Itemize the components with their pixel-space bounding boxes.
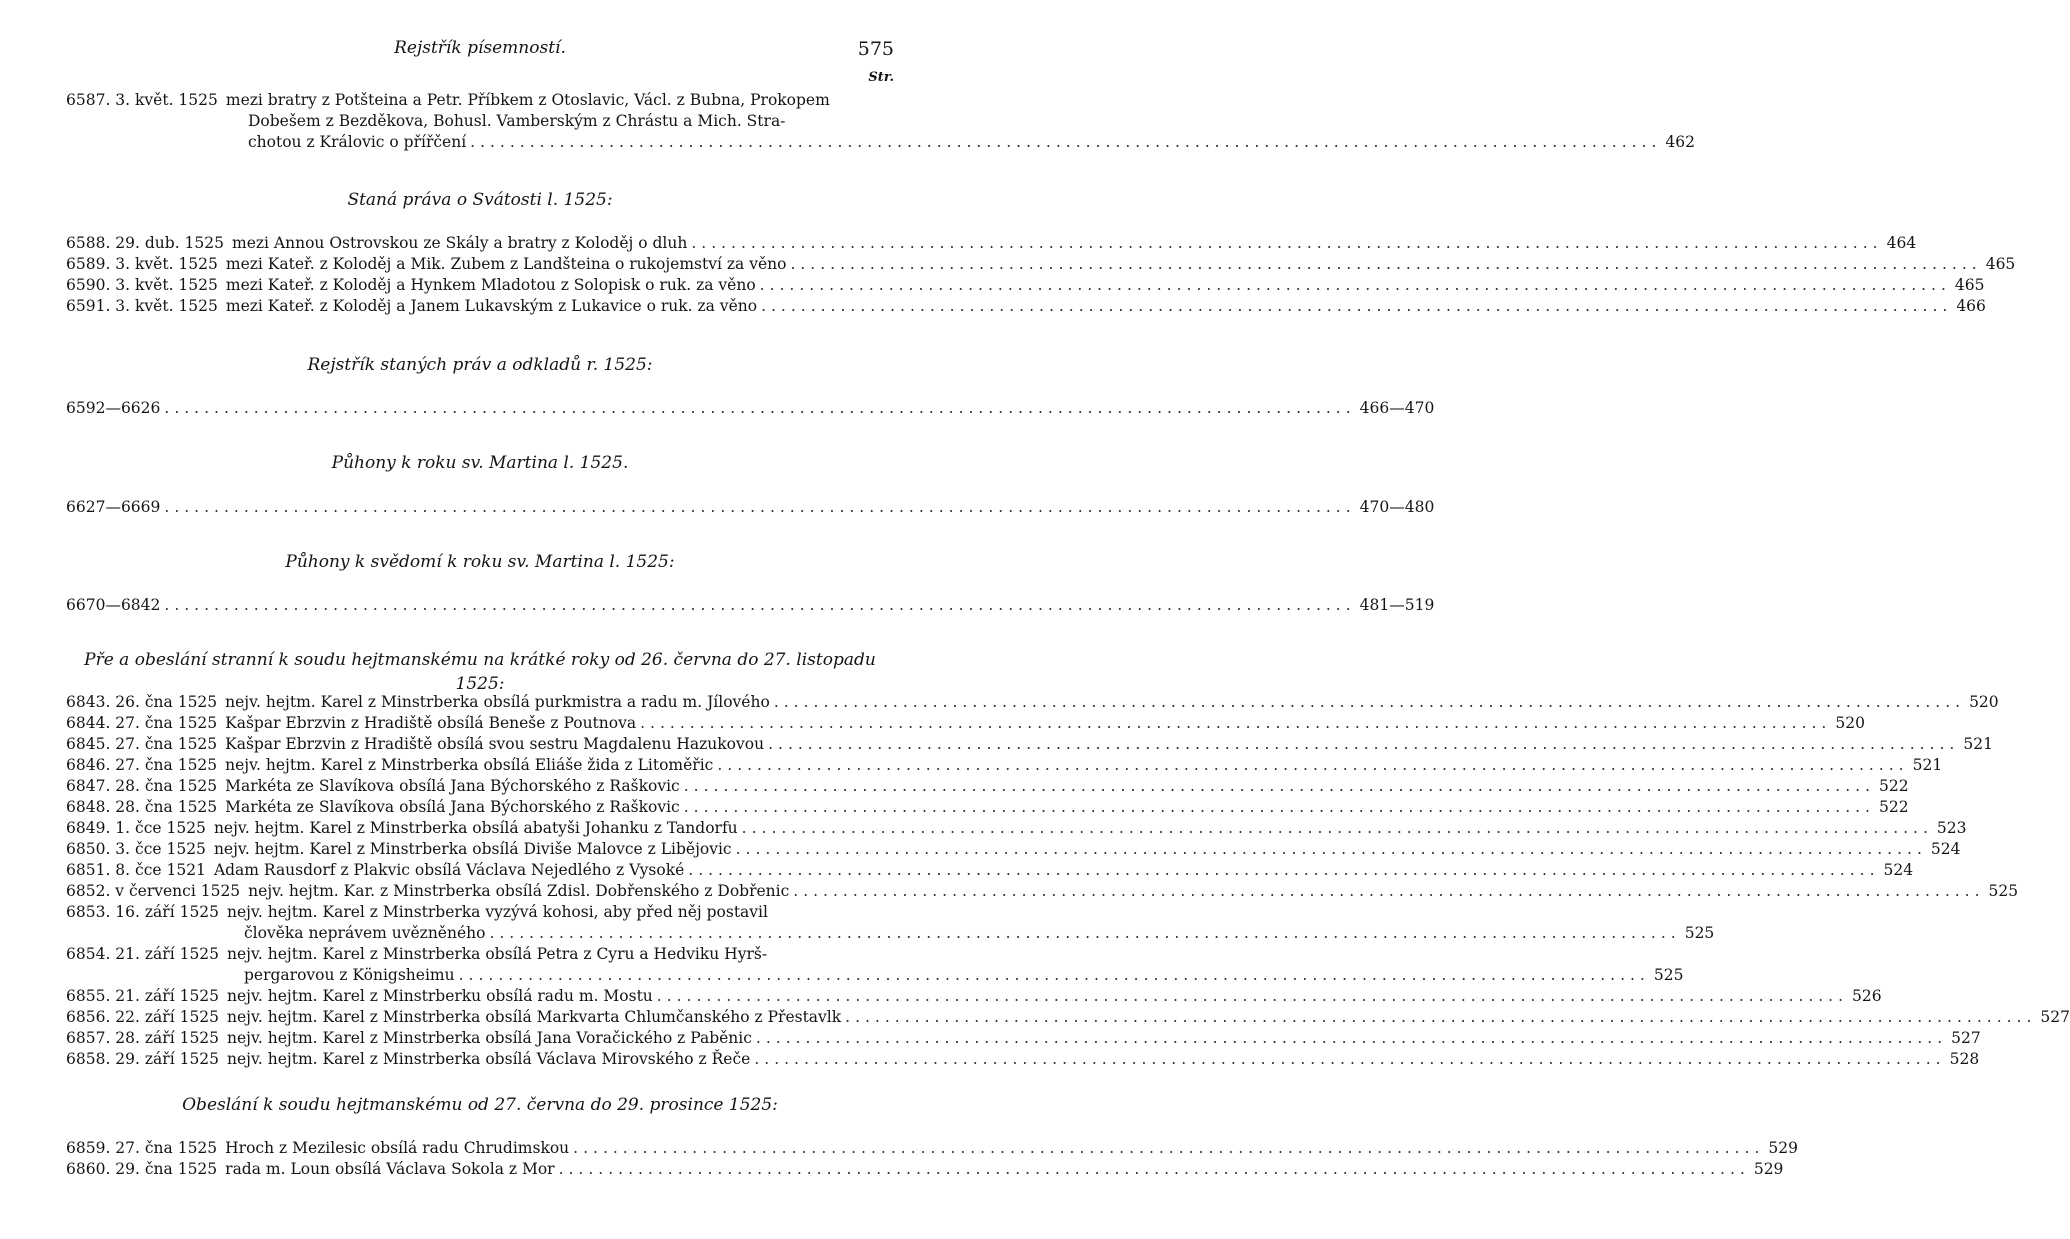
dot-leader: ........................................................................................................................	[164, 596, 1356, 614]
entry-page: 524	[1883, 861, 1914, 879]
dot-leader: ........................................................................................................................	[164, 498, 1356, 516]
entry-row	[66, 1028, 1981, 1049]
range-page: 470—480	[1359, 498, 1435, 516]
dot-leader: ........................................................................................................................	[683, 777, 1875, 795]
entry-page: 520	[1969, 693, 1999, 711]
entry-text: mezi Kateř. z Koloděj a Hynkem Mladotou z Solopisk o ruk. za věno	[225, 276, 756, 294]
entry-number-date: 6858. 29. září 1525	[66, 1050, 220, 1068]
entry-text: rada m. Loun obsílá Václava Sokola z Mor	[225, 1160, 555, 1178]
entry-text: Hroch z Mezilesic obsílá radu Chrudimskou	[225, 1139, 570, 1157]
dot-leader: ........................................................................................................................	[691, 234, 1883, 252]
entry-text: Kašpar Ebrzvin z Hradiště obsílá svou sestru Magdalenu Hazukovou	[225, 735, 765, 753]
entry-number-date: 6851. 8. čce 1521	[66, 861, 206, 879]
entry-number-date: 6845. 27. čna 1525	[66, 735, 218, 753]
dot-leader: ........................................................................................................................	[759, 276, 1951, 294]
dot-leader: ........................................................................................................................	[573, 1139, 1765, 1157]
entry-text: nejv. hejtm. Karel z Minstrberka obsílá purkmistra a radu m. Jílového	[225, 693, 770, 711]
entry-page: 527	[1951, 1029, 1981, 1047]
dot-leader: ........................................................................................................................	[755, 1029, 1948, 1047]
range-entry-3	[66, 595, 1435, 616]
entry-continuation-row	[66, 965, 1684, 986]
str-column-label: Str.	[868, 70, 894, 85]
entry-row	[66, 986, 1882, 1007]
entry-number-date: 6856. 22. září 1525	[66, 1008, 220, 1026]
entry-text: Kašpar Ebrzvin z Hradiště obsílá Beneše z Poutnova	[225, 714, 637, 732]
entry-number-date: 6849. 1. čce 1525	[66, 819, 206, 837]
range-page: 481—519	[1359, 596, 1435, 614]
entry-row	[66, 275, 1985, 296]
entry-page: 526	[1852, 987, 1882, 1005]
dot-leader: ........................................................................................................................	[790, 255, 1982, 273]
entry-page: 522	[1878, 798, 1909, 816]
entry-continuation-row	[66, 111, 894, 132]
entry-row	[66, 90, 894, 111]
range-row	[66, 398, 1435, 419]
dot-leader: ........................................................................................................................	[458, 966, 1650, 984]
page-number: 575	[857, 38, 894, 60]
entry-page: 523	[1936, 819, 1967, 837]
entry-number-date: 6848. 28. čna 1525	[66, 798, 218, 816]
entry-text: nejv. hejtm. Kar. z Minstrberka obsílá Zdisl. Dobřenského z Dobřenic	[248, 882, 790, 900]
section-heading-1: Staná práva o Svátosti l. 1525:	[347, 190, 613, 210]
dot-leader: ........................................................................................................................	[793, 882, 1985, 900]
section-heading-2: Rejstřík staných práv a odkladů r. 1525:	[307, 355, 653, 375]
entry-row	[66, 755, 1943, 776]
entry-number-date: 6857. 28. září 1525	[66, 1029, 220, 1047]
entry-number-date: 6844. 27. čna 1525	[66, 714, 218, 732]
entry-row	[66, 734, 1993, 755]
entry-number-date: 6588. 29. dub. 1525	[66, 234, 225, 252]
entry-page: 520	[1835, 714, 1865, 732]
dot-leader: ........................................................................................................................	[761, 297, 1953, 315]
entry-row	[66, 776, 1909, 797]
entry-text: nejv. hejtm. Karel z Minstrberka obsílá Petra z Cyru a Hedviku Hyrš-	[227, 945, 768, 963]
entry-row	[66, 1049, 1980, 1070]
entry-text: nejv. hejtm. Karel z Minstrberka obsílá Václava Mirovského z Řeče	[227, 1050, 751, 1068]
entry-number-date: 6591. 3. květ. 1525	[66, 297, 218, 315]
dot-leader: ........................................................................................................................	[470, 133, 1662, 151]
dot-leader: ........................................................................................................................	[558, 1160, 1750, 1178]
entry-row	[66, 1138, 1799, 1159]
entry-row	[66, 692, 1999, 713]
entry-page: 525	[1653, 966, 1684, 984]
section-heading-5: Pře a obeslání stranní k soudu hejtmanskému na krátké roky od 26. června do 27. listopadu 1525:	[84, 650, 876, 694]
entry-page: 528	[1949, 1050, 1980, 1068]
entry-number-date: 6589. 3. květ. 1525	[66, 255, 218, 273]
dot-leader: ........................................................................................................................	[735, 840, 1927, 858]
entry-continuation-row	[66, 923, 1715, 944]
entry-row	[66, 1159, 1784, 1180]
dot-leader: ........................................................................................................................	[489, 924, 1681, 942]
entry-block-3	[66, 692, 2070, 1070]
entry-text: mezi Annou Ostrovskou ze Skály a bratry z Koloděj o dluh	[232, 234, 688, 252]
entry-page: 525	[1988, 882, 2019, 900]
entry-text: nejv. hejtm. Karel z Minstrberka obsílá Markvarta Chlumčanského z Přestavlk	[227, 1008, 842, 1026]
dot-leader: ........................................................................................................................	[656, 987, 1849, 1005]
entry-number-date: 6859. 27. čna 1525	[66, 1139, 218, 1157]
range-entry-1	[66, 398, 1435, 419]
entry-number-date: 6852. v červenci 1525	[66, 882, 241, 900]
entry-row	[66, 881, 2019, 902]
range-row	[66, 595, 1435, 616]
entry-row	[66, 839, 1961, 860]
entry-page: 529	[1768, 1139, 1799, 1157]
dot-leader: ........................................................................................................................	[773, 693, 1966, 711]
section-heading-6: Obeslání k soudu hejtmanskému od 27. června do 29. prosince 1525:	[182, 1095, 778, 1115]
entry-text: mezi Kateř. z Koloděj a Mik. Zubem z Landšteina o rukojemství za věno	[225, 255, 787, 273]
entry-page: 524	[1930, 840, 1961, 858]
entry-text: Markéta ze Slavíkova obsílá Jana Býchorského z Raškovic	[225, 777, 680, 795]
entry-row	[66, 296, 1986, 317]
entry-block-1	[66, 90, 1695, 153]
entry-page: 527	[2040, 1008, 2070, 1026]
entry-page: 522	[1878, 777, 1909, 795]
entry-block-4	[66, 1138, 1799, 1180]
dot-leader: ........................................................................................................................	[640, 714, 1832, 732]
section-heading-3: Půhony k roku sv. Martina l. 1525.	[331, 453, 629, 473]
entry-text: pergarovou z Königsheimu	[244, 966, 455, 984]
entry-number-date: 6850. 3. čce 1525	[66, 840, 206, 858]
range-page: 466—470	[1359, 399, 1435, 417]
entry-page: 521	[1963, 735, 1993, 753]
entry-number-date: 6846. 27. čna 1525	[66, 756, 218, 774]
entry-page: 529	[1753, 1160, 1784, 1178]
dot-leader: ........................................................................................................................	[741, 819, 1933, 837]
entry-row	[66, 713, 1865, 734]
dot-leader: ........................................................................................................................	[683, 798, 1875, 816]
dot-leader: ........................................................................................................................	[164, 399, 1356, 417]
section-heading-4: Půhony k svědomí k roku sv. Martina l. 1525:	[285, 552, 675, 572]
entry-row	[66, 944, 894, 965]
range-lead: 6670—6842	[66, 596, 161, 614]
entry-row	[66, 818, 1967, 839]
entry-number-date: 6843. 26. čna 1525	[66, 693, 218, 711]
entry-row	[66, 233, 1917, 254]
entry-row	[66, 860, 1914, 881]
entry-page: 465	[1985, 255, 2016, 273]
entry-page: 525	[1684, 924, 1715, 942]
entry-text: nejv. hejtm. Karel z Minstrberka obsílá abatyši Johanku z Tandorfu	[213, 819, 738, 837]
entry-text: Dobešem z Bezděkova, Bohusl. Vamberským z Chrástu a Mich. Stra-	[248, 112, 786, 130]
entry-number-date: 6847. 28. čna 1525	[66, 777, 218, 795]
entry-text: mezi bratry z Potšteina a Petr. Příbkem z Otoslavic, Václ. z Bubna, Prokopem	[225, 91, 830, 109]
entry-text: nejv. hejtm. Karel z Minstrberka obsílá Diviše Malovce z Libějovic	[213, 840, 732, 858]
entry-row	[66, 254, 2016, 275]
entry-row	[66, 797, 1909, 818]
entry-page: 521	[1912, 756, 1943, 774]
entry-block-2	[66, 233, 2016, 317]
running-head	[66, 38, 894, 62]
entry-row	[66, 1007, 2070, 1028]
entry-number-date: 6590. 3. květ. 1525	[66, 276, 218, 294]
dot-leader: ........................................................................................................................	[845, 1008, 2037, 1026]
entry-text: chotou z Královic o přířčení	[248, 133, 467, 151]
entry-number-date: 6860. 29. čna 1525	[66, 1160, 218, 1178]
range-lead: 6627—6669	[66, 498, 161, 516]
range-lead: 6592—6626	[66, 399, 161, 417]
entry-text: nejv. hejtm. Karel z Minstrberku obsílá radu m. Mostu	[227, 987, 653, 1005]
entry-number-date: 6855. 21. září 1525	[66, 987, 220, 1005]
entry-continuation-row	[66, 132, 1695, 153]
range-row	[66, 497, 1435, 518]
entry-text: mezi Kateř. z Koloděj a Janem Lukavským z Lukavice o ruk. za věno	[225, 297, 758, 315]
entry-text: nejv. hejtm. Karel z Minstrberka obsílá Jana Voračického z Paběnic	[227, 1029, 752, 1047]
entry-text: Adam Rausdorf z Plakvic obsílá Václava Nejedlého z Vysoké	[213, 861, 685, 879]
entry-number-date: 6854. 21. září 1525	[66, 945, 220, 963]
entry-number-date: 6587. 3. květ. 1525	[66, 91, 218, 109]
dot-leader: ........................................................................................................................	[717, 756, 1909, 774]
entry-text: nejv. hejtm. Karel z Minstrberka vyzývá kohosi, aby před něj postavil	[227, 903, 768, 921]
entry-text: člověka neprávem uvězněného	[244, 924, 486, 942]
dot-leader: ........................................................................................................................	[754, 1050, 1946, 1068]
range-entry-2	[66, 497, 1435, 518]
entry-page: 464	[1886, 234, 1917, 252]
entry-page: 466	[1956, 297, 1986, 315]
entry-row	[66, 902, 894, 923]
entry-text: Markéta ze Slavíkova obsílá Jana Býchorského z Raškovic	[225, 798, 680, 816]
entry-page: 462	[1665, 133, 1695, 151]
dot-leader: ........................................................................................................................	[688, 861, 1880, 879]
dot-leader: ........................................................................................................................	[768, 735, 1960, 753]
page-title: Rejstřík písemností.	[394, 38, 566, 58]
entry-number-date: 6853. 16. září 1525	[66, 903, 220, 921]
entry-text: nejv. hejtm. Karel z Minstrberka obsílá Eliáše žida z Litoměřic	[225, 756, 714, 774]
entry-page: 465	[1954, 276, 1985, 294]
